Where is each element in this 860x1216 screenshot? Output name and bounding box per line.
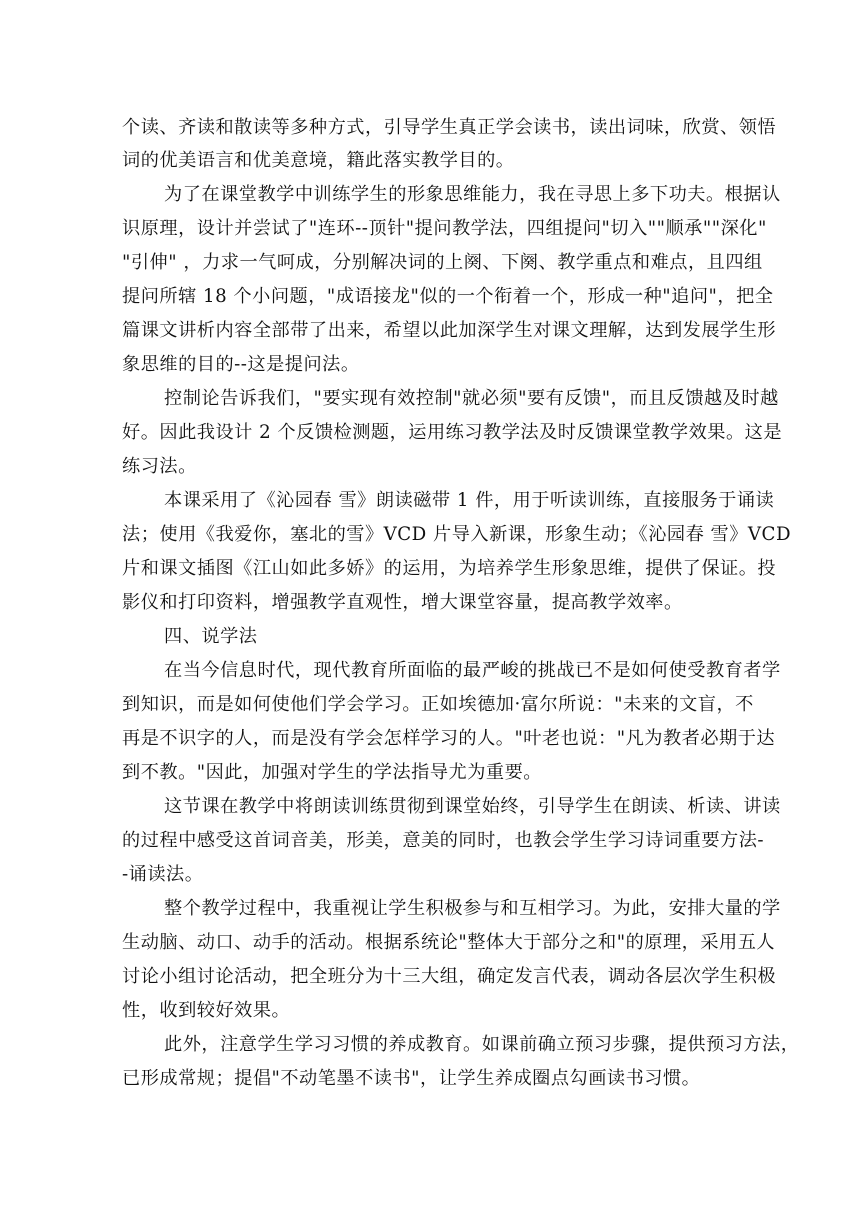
text-line: 个读、齐读和散读等多种方式，引导学生真正学会读书，读出词味，欣赏、领悟 xyxy=(122,117,777,138)
text-line: 的过程中感受这首词音美，形美，意美的同时，也教会学生学习诗词重要方法- xyxy=(122,830,765,851)
text-line: -诵读法。 xyxy=(122,864,204,885)
text-line: 词的优美语言和优美意境，籍此落实教学目的。 xyxy=(122,150,515,171)
text-line: 讨论小组讨论活动，把全班分为十三大组，确定发言代表，调动各层次学生积极 xyxy=(122,966,777,987)
text-line: 再是不识字的人，而是没有学会怎样学习的人。"叶老也说："凡为教者必期于达 xyxy=(122,728,776,749)
text-line: "引伸" ，力求一气呵成，分别解决词的上阕、下阕、教学重点和难点，且四组 xyxy=(122,252,763,273)
text-line: 此外，注意学生学习习惯的养成教育。如课前确立预习步骤，提供预习方法， xyxy=(164,1034,800,1055)
text-line: 为了在课堂教学中训练学生的形象思维能力，我在寻思上多下功夫。根据认 xyxy=(164,184,781,205)
text-line: 到不教。"因此，加强对学生的学法指导尤为重要。 xyxy=(122,762,542,783)
text-line: 篇课文讲析内容全部带了出来，希望以此加深学生对课文理解，达到发展学生形 xyxy=(122,320,777,341)
text-line: 影仪和打印资料，增强教学直观性，增大课堂容量，提高教学效率。 xyxy=(122,592,683,613)
text-line: 象思维的目的--这是提问法。 xyxy=(122,354,360,375)
text-line: 性，收到较好效果。 xyxy=(122,1000,291,1021)
section-heading: 四、说学法 xyxy=(164,626,258,647)
text-line: 控制论告诉我们，"要实现有效控制"就必须"要有反馈"，而且反馈越及时越 xyxy=(164,388,779,409)
text-line: 生动脑、动口、动手的活动。根据系统论"整体大于部分之和"的原理，采用五人 xyxy=(122,932,776,953)
text-line: 法；使用《我爱你，塞北的雪》VCD 片导入新课，形象生动；《沁园春 雪》VCD xyxy=(122,524,792,545)
text-line: 提问所辖 18 个小问题，"成语接龙"似的一个衔着一个，形成一种"追问"，把全 xyxy=(122,286,774,307)
text-line: 这节课在教学中将朗读训练贯彻到课堂始终，引导学生在朗读、析读、讲读 xyxy=(164,796,781,817)
text-line: 片和课文插图《江山如此多娇》的运用，为培养学生形象思维，提供了保证。投 xyxy=(122,558,777,579)
text-line: 在当今信息时代，现代教育所面临的最严峻的挑战已不是如何使受教育者学 xyxy=(164,660,781,681)
text-line: 练习法。 xyxy=(122,456,197,477)
text-line: 好。因此我设计 2 个反馈检测题，运用练习教学法及时反馈课堂教学效果。这是 xyxy=(122,422,783,443)
text-line: 已形成常规；提倡"不动笔墨不读书"，让学生养成圈点勾画读书习惯。 xyxy=(122,1068,701,1089)
text-line: 整个教学过程中，我重视让学生积极参与和互相学习。为此，安排大量的学 xyxy=(164,898,781,919)
text-line: 本课采用了《沁园春 雪》朗读磁带 1 件，用于听读训练，直接服务于诵读 xyxy=(164,490,775,511)
text-line: 到知识，而是如何使他们学会学习。正如埃德加·富尔所说："未来的文盲，不 xyxy=(122,694,754,715)
text-line: 识原理，设计并尝试了"连环--顶针"提问教学法，四组提问"切入""顺承""深化" xyxy=(122,218,767,239)
